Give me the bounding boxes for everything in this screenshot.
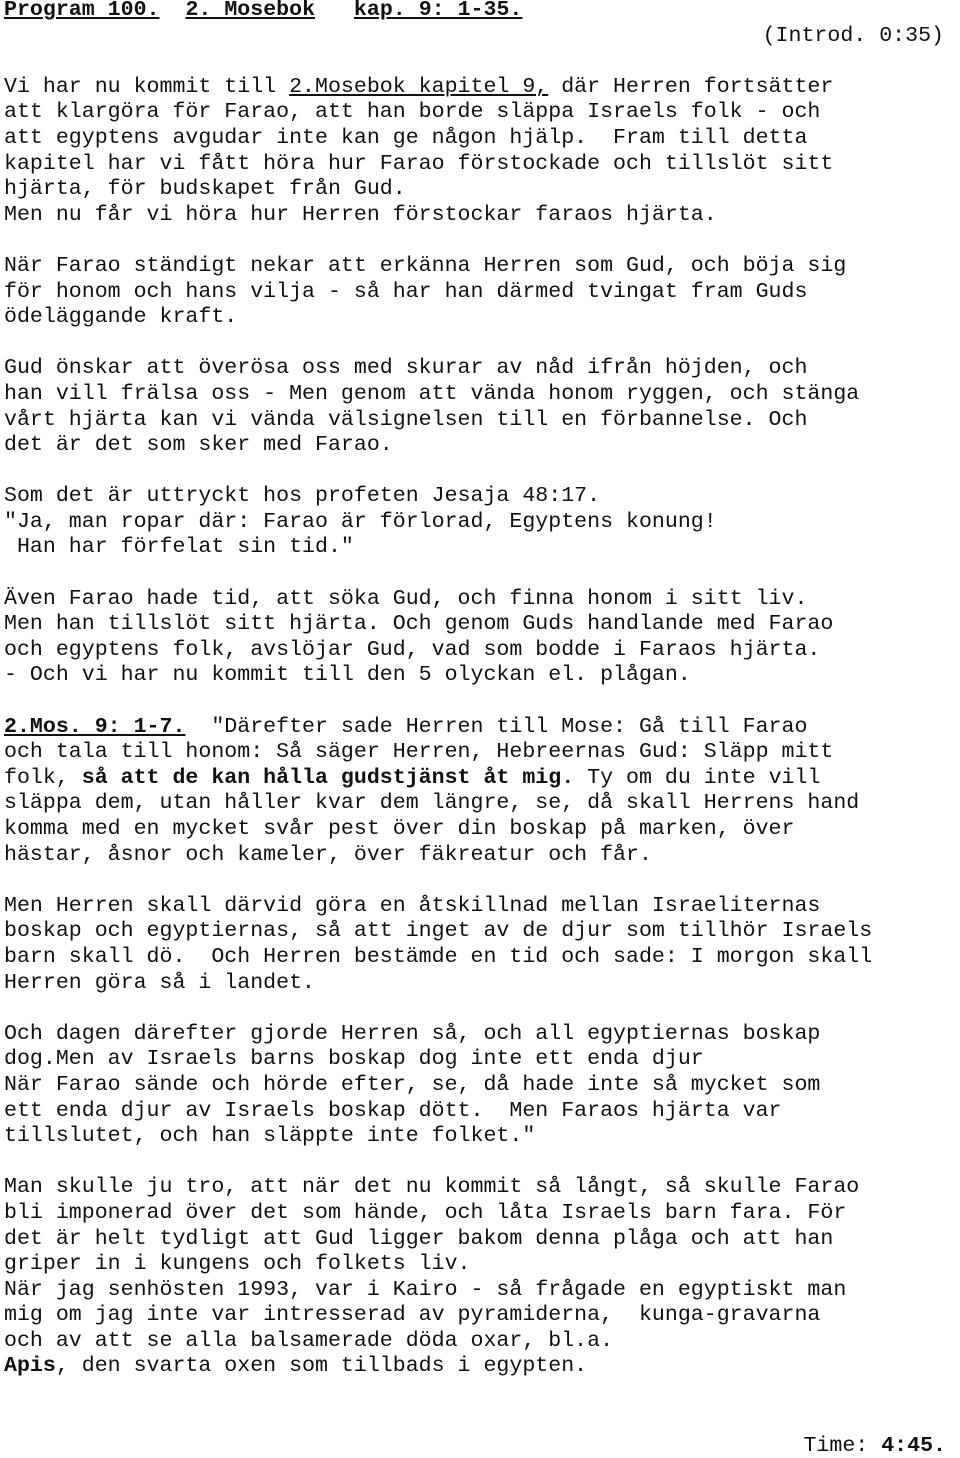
text-line: griper in i kungens och folkets liv.: [4, 1252, 471, 1277]
segment-time: Time: 4:45.: [803, 1434, 946, 1458]
text-line: vårt hjärta kan vi vända välsignelsen till en förbannelse. Och: [4, 407, 808, 432]
text-line: komma med en mycket svår pest över din boskap på marken, över: [4, 817, 795, 841]
text-line: tillslutet, och han släppte inte folket.": [4, 1124, 536, 1149]
text-line: Och dagen därefter gjorde Herren så, och all egyptiernas boskap: [4, 1021, 821, 1046]
text-line: Även Farao hade tid, att söka Gud, och finna honom i sitt liv.: [4, 586, 808, 611]
quote-line: Han har förfelat sin tid.": [4, 535, 354, 560]
text-line: det är helt tydligt att Gud ligger bakom denna plåga och att han: [4, 1226, 834, 1251]
paragraph-3: [4, 356, 960, 458]
time-value: 4:45.: [881, 1434, 946, 1458]
text-line: att egyptens avgudar inte kan ge någon hjälp. Fram till detta: [4, 125, 808, 150]
text-line: och egyptens folk, avslöjar Gud, vad som bodde i Faraos hjärta.: [4, 637, 821, 662]
text-line: Herren göra så i landet.: [4, 970, 316, 995]
text-line: 2.Mos. 9: 1-7. "Därefter sade Herren till Mose: Gå till Farao: [4, 714, 808, 739]
emphasized-text: Apis: [4, 1354, 56, 1379]
paragraph-1: [4, 75, 960, 229]
text-line: ett enda djur av Israels boskap dött. Men Faraos hjärta var: [4, 1098, 782, 1123]
program-header: [4, 0, 960, 24]
text-line: Apis, den svarta oxen som tillbads i egypten.: [4, 1354, 588, 1379]
paragraph-8: [4, 1022, 960, 1150]
text-line: dog.Men av Israels barns boskap dog inte ett enda djur: [4, 1047, 704, 1072]
program-number: Program 100.: [4, 0, 160, 22]
text-line: barn skall dö. Och Herren bestämde en tid och sade: I morgon skall: [4, 944, 873, 969]
paragraph-6: [4, 715, 960, 869]
emphasized-text: så att de kan hålla gudstjänst åt mig.: [81, 765, 575, 790]
text-line: Som det är uttryckt hos profeten Jesaja 48:17.: [4, 484, 601, 509]
text-line: boskap och egyptiernas, så att inget av de djur som tillhör Israels: [4, 919, 873, 944]
text-line: Man skulle ju tro, att när det nu kommit så långt, så skulle Farao: [4, 1175, 860, 1200]
paragraph-7: [4, 894, 960, 996]
paragraph-4: [4, 484, 960, 561]
paragraph-9: [4, 1175, 960, 1380]
paragraph-2: [4, 254, 960, 331]
text-line: att klargöra för Farao, att han borde släppa Israels folk - och: [4, 100, 821, 125]
text-line: När Farao ständigt nekar att erkänna Herren som Gud, och böja sig: [4, 253, 847, 278]
text-line: hästar, åsnor och kameler, över fäkreatur och får.: [4, 842, 652, 867]
text-line: ödeläggande kraft.: [4, 305, 238, 330]
text-line: hjärta, för budskapet från Gud.: [4, 177, 406, 202]
text-line: Men han tillslöt sitt hjärta. Och genom Guds handlande med Farao: [4, 612, 834, 637]
text-line: för honom och hans vilja - så har han därmed tvingat fram Guds: [4, 279, 808, 304]
scripture-reference: 2.Mos. 9: 1-7.: [4, 714, 186, 739]
text-line: När Farao sände och hörde efter, se, då hade inte så mycket som: [4, 1072, 821, 1097]
chapter-reference: kap. 9: 1-35.: [353, 0, 523, 22]
paragraph-5: [4, 587, 960, 689]
text-line: det är det som sker med Farao.: [4, 433, 393, 458]
text-line: Men Herren skall därvid göra en åtskillnad mellan Israeliternas: [4, 893, 821, 918]
text-line: Men nu får vi höra hur Herren förstockar faraos hjärta.: [4, 202, 717, 227]
book-name: 2. Mosebok: [185, 0, 316, 22]
text-line: - Och vi har nu kommit till den 5 olyckan el. plågan.: [4, 663, 691, 688]
text-line: kapitel har vi fått höra hur Farao förstockade och tillslöt sitt: [4, 151, 834, 176]
text-line: släppa dem, utan håller kvar dem längre, se, då skall Herrens hand: [4, 791, 860, 816]
document-page: [4, 0, 960, 1380]
text-line: han vill frälsa oss - Men genom att vända honom ryggen, och stänga: [4, 381, 860, 406]
scripture-reference: 2.Mosebok kapitel 9,: [289, 74, 549, 99]
text-line: bli imponerad över det som hände, och låta Israels barn fara. För: [4, 1200, 847, 1225]
text-line: och tala till honom: Så säger Herren, Hebreernas Gud: Släpp mitt: [4, 740, 834, 765]
text-line: Vi har nu kommit till 2.Mosebok kapitel 9, där Herren fortsätter: [4, 74, 834, 99]
quote-line: "Ja, man ropar där: Farao är förlorad, Egyptens konung!: [4, 509, 717, 534]
text-line: och av att se alla balsamerade döda oxar, bl.a.: [4, 1328, 614, 1353]
text-line: När jag senhösten 1993, var i Kairo - så frågade en egyptiskt man: [4, 1277, 847, 1302]
text-line: Gud önskar att överösa oss med skurar av nåd ifrån höjden, och: [4, 356, 808, 381]
text-line: folk, så att de kan hålla gudstjänst åt mig. Ty om du inte vill: [4, 765, 821, 790]
intro-time: (Introd. 0:35): [762, 23, 944, 48]
text-line: mig om jag inte var intresserad av pyramiderna, kunga-gravarna: [4, 1303, 821, 1328]
